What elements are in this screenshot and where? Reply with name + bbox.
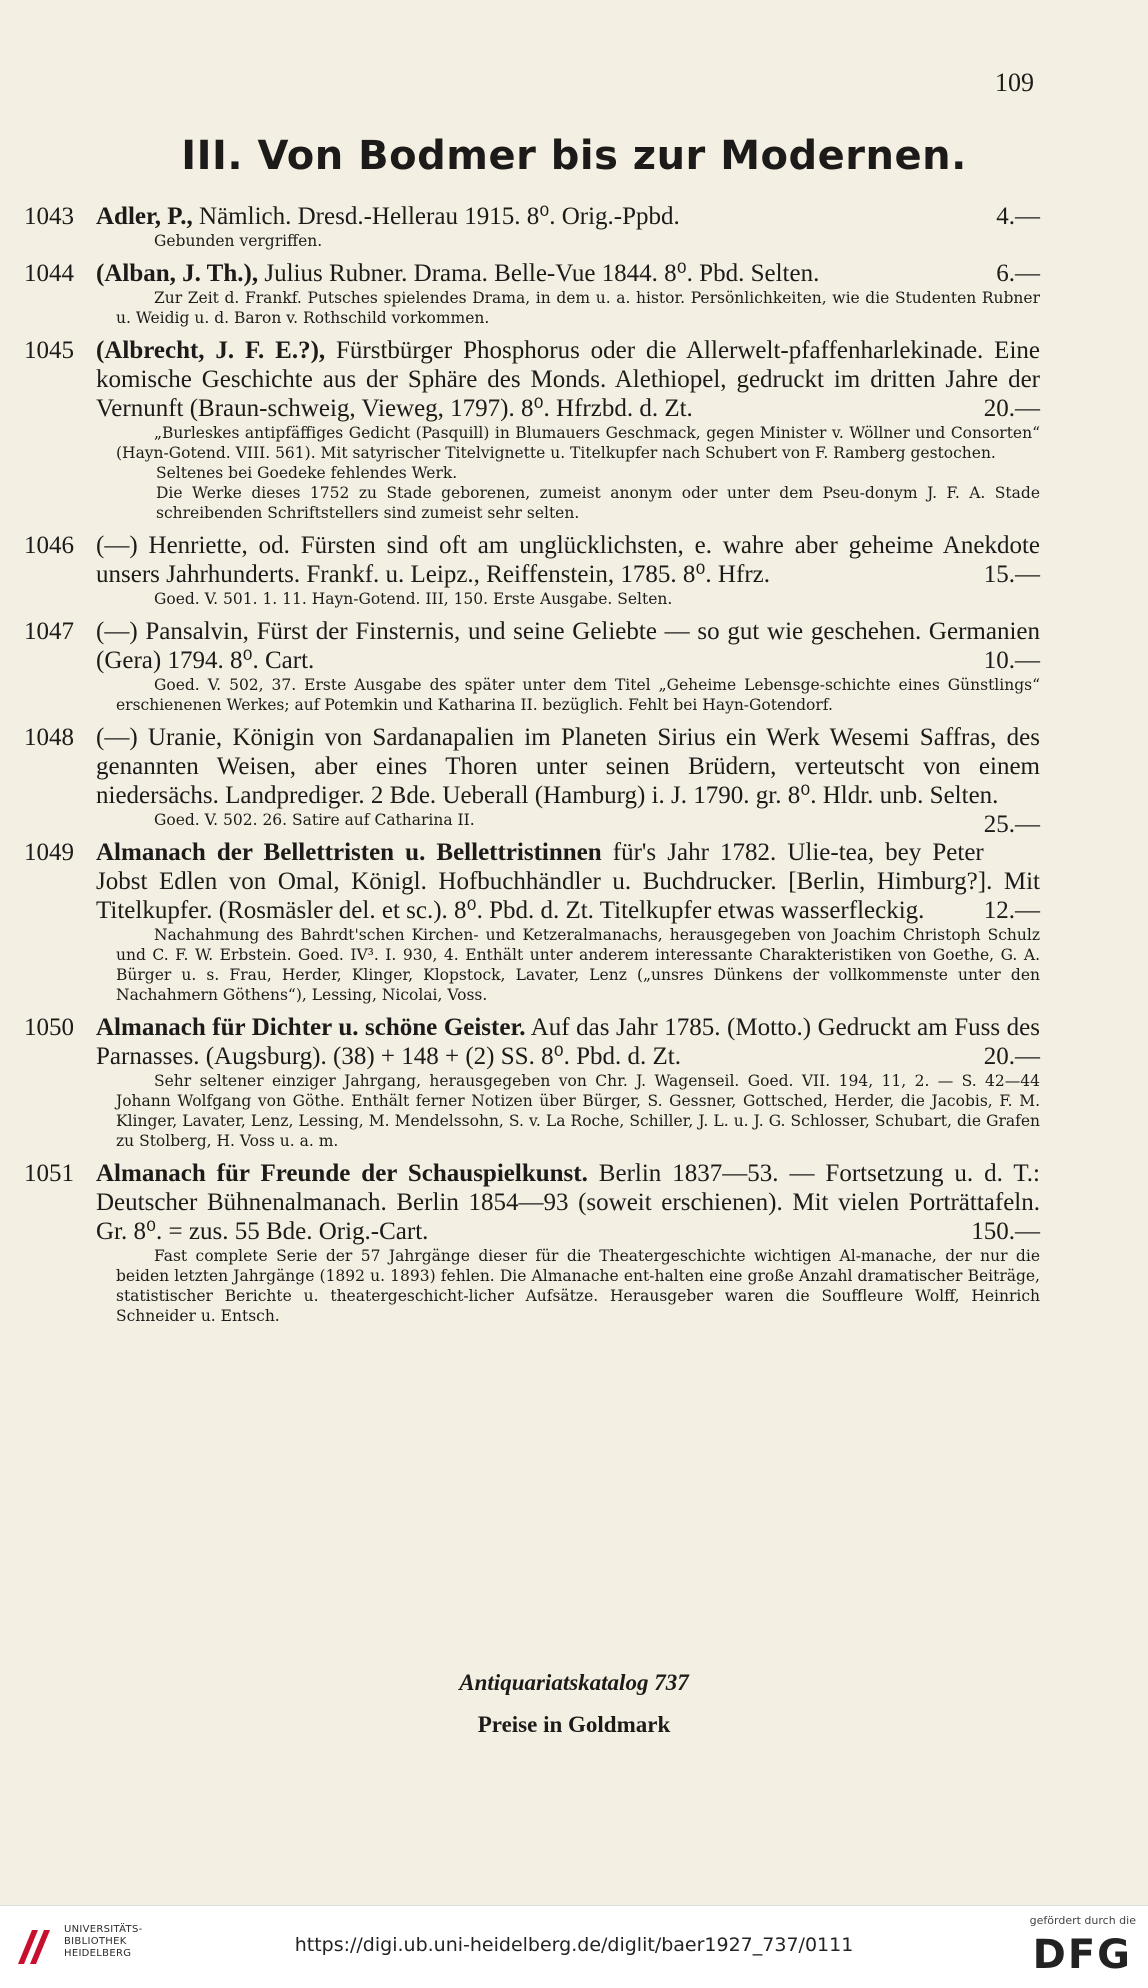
entry-title: (—) Pansalvin, Fürst der Finsternis, und seine Geliebte — so gut wie geschehen. Germanien (Gera) 1794. 8⁰. Cart. — [96, 618, 1040, 674]
entry-number: 1043 — [24, 203, 74, 230]
entry-author: Almanach der Bellettristen u. Bellettristinnen — [96, 839, 602, 866]
catalog-entry — [24, 1159, 1040, 1326]
entry-title: Nämlich. Dresd.-Hellerau 1915. 8⁰. Orig.-Ppbd. — [192, 203, 680, 230]
catalog-entry — [24, 838, 1040, 1005]
entry-title: für's Jahr 1782. Ulie-tea, bey Peter Jobst Edlen von Omal, Königl. Hofbuchhändler u. Buchdrucker. [Berlin, Himburg?]. Mit Titelkupfer. (Rosmäsler del. et sc.). 8⁰. Pbd. d. Zt. Titelkupfer etwas wasserfleckig. — [96, 839, 1040, 924]
logo-line-3: HEIDELBERG — [64, 1948, 132, 1959]
bottom-bar — [0, 1905, 1148, 1988]
entry-note: Goed. V. 502. 26. Satire auf Catharina II. — [154, 811, 475, 829]
entry-price: 12.— — [983, 897, 1040, 924]
entry-price: 150.— — [971, 1218, 1040, 1245]
catalog-entry — [24, 617, 1040, 715]
entry-title: Auf das Jahr 1785. (Motto.) Gedruckt am Fuss des Parnasses. (Augsburg). (38) + 148 + (2) SS. 8⁰. Pbd. d. Zt. — [96, 1014, 1040, 1070]
section-title: III. Von Bodmer bis zur Modernen. — [181, 133, 967, 179]
entry-note: Zur Zeit d. Frankf. Putsches spielendes Drama, in dem u. a. histor. Persönlichkeiten, wie die Studenten Rubner u. Weidig u. d. Baron v. Rothschild vorkommen. — [116, 289, 1040, 327]
entry-note: Sehr seltener einziger Jahrgang, herausgegeben von Chr. J. Wagenseil. Goed. VII. 194, 11, 2. — S. 42—44 Johann Wolfgang von Göthe. Enthält ferner Notizen über Bürger, S. Gessner, Gottsched, Herder, die Jacobis, F. M. Klinger, Lavater, Lenz, Lessing, M. Mendelssohn, S. v. La Roche, Schiller, J. L. u. J. G. Schlosser, Schubart, die Grafen zu Stolberg, H. Voss u. a. m. — [116, 1072, 1040, 1150]
entry-number: 1047 — [24, 618, 74, 645]
entry-note: Fast complete Serie der 57 Jahrgänge dieser für die Theatergeschichte wichtigen Al-manache, der nur die beiden letzten Jahrgänge (1892 u. 1893) fehlen. Die Almanache ent-halten eine große Anzahl dramatischer Beiträge, statistischer Berichte u. theatergeschicht-licher Aufsätze. Herausgeber waren die Souffleure Wolff, Heinrich Schneider u. Entsch. — [116, 1247, 1040, 1325]
entry-author: (Albrecht, J. F. E.?), — [96, 337, 326, 364]
entry-author: Almanach für Dichter u. schöne Geister. — [96, 1014, 526, 1041]
catalog-entry — [24, 259, 1040, 328]
entry-title: Fürstbürger Phosphorus oder die Allerwelt-pfaffenharlekinade. Eine komische Geschichte aus der Sphäre des Monds. Alethiopel, gedruckt im dritten Jahre der Vernunft (Braun-schweig, Vieweg, 1797). 8⁰. Hfrzbd. d. Zt. — [96, 337, 1040, 422]
entry-note: Gebunden vergriffen. — [154, 232, 323, 250]
entry-note: Seltenes bei Goedeke fehlendes Werk. — [156, 464, 458, 482]
prices-note: Preise in Goldmark — [477, 1712, 671, 1737]
entry-price: 20.— — [983, 1043, 1040, 1070]
entry-description — [96, 336, 1040, 423]
catalog-entry — [24, 1013, 1040, 1151]
entry-description — [96, 617, 1040, 675]
entry-price: 10.— — [983, 647, 1040, 674]
entry-price: 25.— — [983, 811, 1040, 838]
entry-title: Julius Rubner. Drama. Belle-Vue 1844. 8⁰. Pbd. Selten. — [258, 260, 820, 287]
entry-description — [96, 259, 1040, 288]
catalog-entry — [24, 202, 1040, 251]
entry-note: Die Werke dieses 1752 zu Stade geborenen, zumeist anonym oder unter dem Pseu-donym J. F. A. Stade schreibenden Schriftstellers sind zumeist sehr selten. — [156, 484, 1040, 522]
dfg-logo[interactable]: DFG — [1032, 1932, 1132, 1978]
entry-description — [96, 1159, 1040, 1246]
entry-title: (—) Henriette, od. Fürsten sind oft am unglücklichsten, e. wahre aber geheime Anekdote unsers Jahrhunderts. Frankf. u. Leipz., Reiffenstein, 1785. 8⁰. Hfrz. — [96, 532, 1040, 588]
page-number: 109 — [995, 68, 1034, 97]
entry-title: Berlin 1837—53. — Fortsetzung u. d. T.: Deutscher Bühnenalmanach. Berlin 1854—93 (soweit erschienen). Mit vielen Porträttafeln. Gr. 8⁰. = zus. 55 Bde. Orig.-Cart. — [96, 1160, 1040, 1245]
catalog-entry — [24, 336, 1040, 523]
entry-author: Almanach für Freunde der Schauspielkunst. — [96, 1160, 588, 1187]
entry-description — [96, 202, 1040, 231]
catalog-entries — [24, 202, 1040, 1334]
logo-line-1: UNIVERSITÄTS- — [64, 1924, 143, 1935]
entry-description — [96, 1013, 1040, 1071]
catalog-title: Antiquariatskatalog 737 — [459, 1670, 689, 1695]
entry-author: (Alban, J. Th.), — [96, 260, 259, 287]
entry-number: 1044 — [24, 260, 74, 287]
entry-price: 15.— — [983, 561, 1040, 588]
entry-price: 20.— — [983, 395, 1040, 422]
funded-by-label: gefördert durch die — [1029, 1914, 1136, 1927]
catalog-entry — [24, 723, 1040, 838]
entry-note: „Burleskes antipfäffiges Gedicht (Pasquill) in Blumauers Geschmack, gegen Minister v. Wöllner und Consorten“ (Hayn-Gotend. VIII. 561). Mit satyrischer Titelvignette u. Titelkupfer nach Schubert von F. Ramberg gestochen. — [116, 424, 1040, 462]
entry-note: Goed. V. 501. 1. 11. Hayn-Gotend. III, 150. Erste Ausgabe. Selten. — [154, 590, 673, 608]
entry-title: (—) Uranie, Königin von Sardanapalien im Planeten Sirius ein Werk Wesemi Saffras, des genannten Weisen, aber eines Thoren unter seinen Brüdern, verteutscht von einem niedersächs. Landprediger. 2 Bde. Ueberall (Hamburg) i. J. 1790. gr. 8⁰. Hldr. unb. Selten. — [96, 724, 1040, 809]
entry-number: 1046 — [24, 532, 74, 559]
entry-number: 1045 — [24, 337, 74, 364]
catalog-entry — [24, 531, 1040, 609]
logo-line-2: BIBLIOTHEK — [64, 1936, 127, 1947]
entry-number: 1048 — [24, 724, 74, 751]
entry-price: 6.— — [996, 260, 1040, 287]
entry-note: Nachahmung des Bahrdt'schen Kirchen- und Ketzeralmanachs, herausgegeben von Joachim Christoph Schulz und C. F. W. Erbstein. Goed. IV³. I. 930, 4. Enthält unter anderem interessante Charakteristiken von Goethe, G. A. Bürger u. s. Frau, Herder, Klinger, Klopstock, Lavater, Lenz („unsres Dünkens der vollkommenste unter den Nachahmern Göthens“), Lessing, Nicolai, Voss. — [116, 926, 1040, 1004]
entry-note: Goed. V. 502, 37. Erste Ausgabe des später unter dem Titel „Geheime Lebensge-schichte eines Günstlings“ erschienenen Werkes; auf Potemkin und Katharina II. bezüglich. Fehlt bei Hayn-Gotendorf. — [116, 676, 1040, 714]
entry-author: Adler, P., — [96, 203, 193, 230]
entry-description — [96, 531, 1040, 589]
entry-number: 1050 — [24, 1014, 74, 1041]
entry-number: 1051 — [24, 1160, 74, 1187]
entry-description — [96, 838, 1040, 925]
entry-number: 1049 — [24, 839, 74, 866]
page-url[interactable]: https://digi.ub.uni-heidelberg.de/diglit/baer1927_737/0111 — [294, 1934, 854, 1956]
entry-price: 4.— — [996, 203, 1040, 230]
